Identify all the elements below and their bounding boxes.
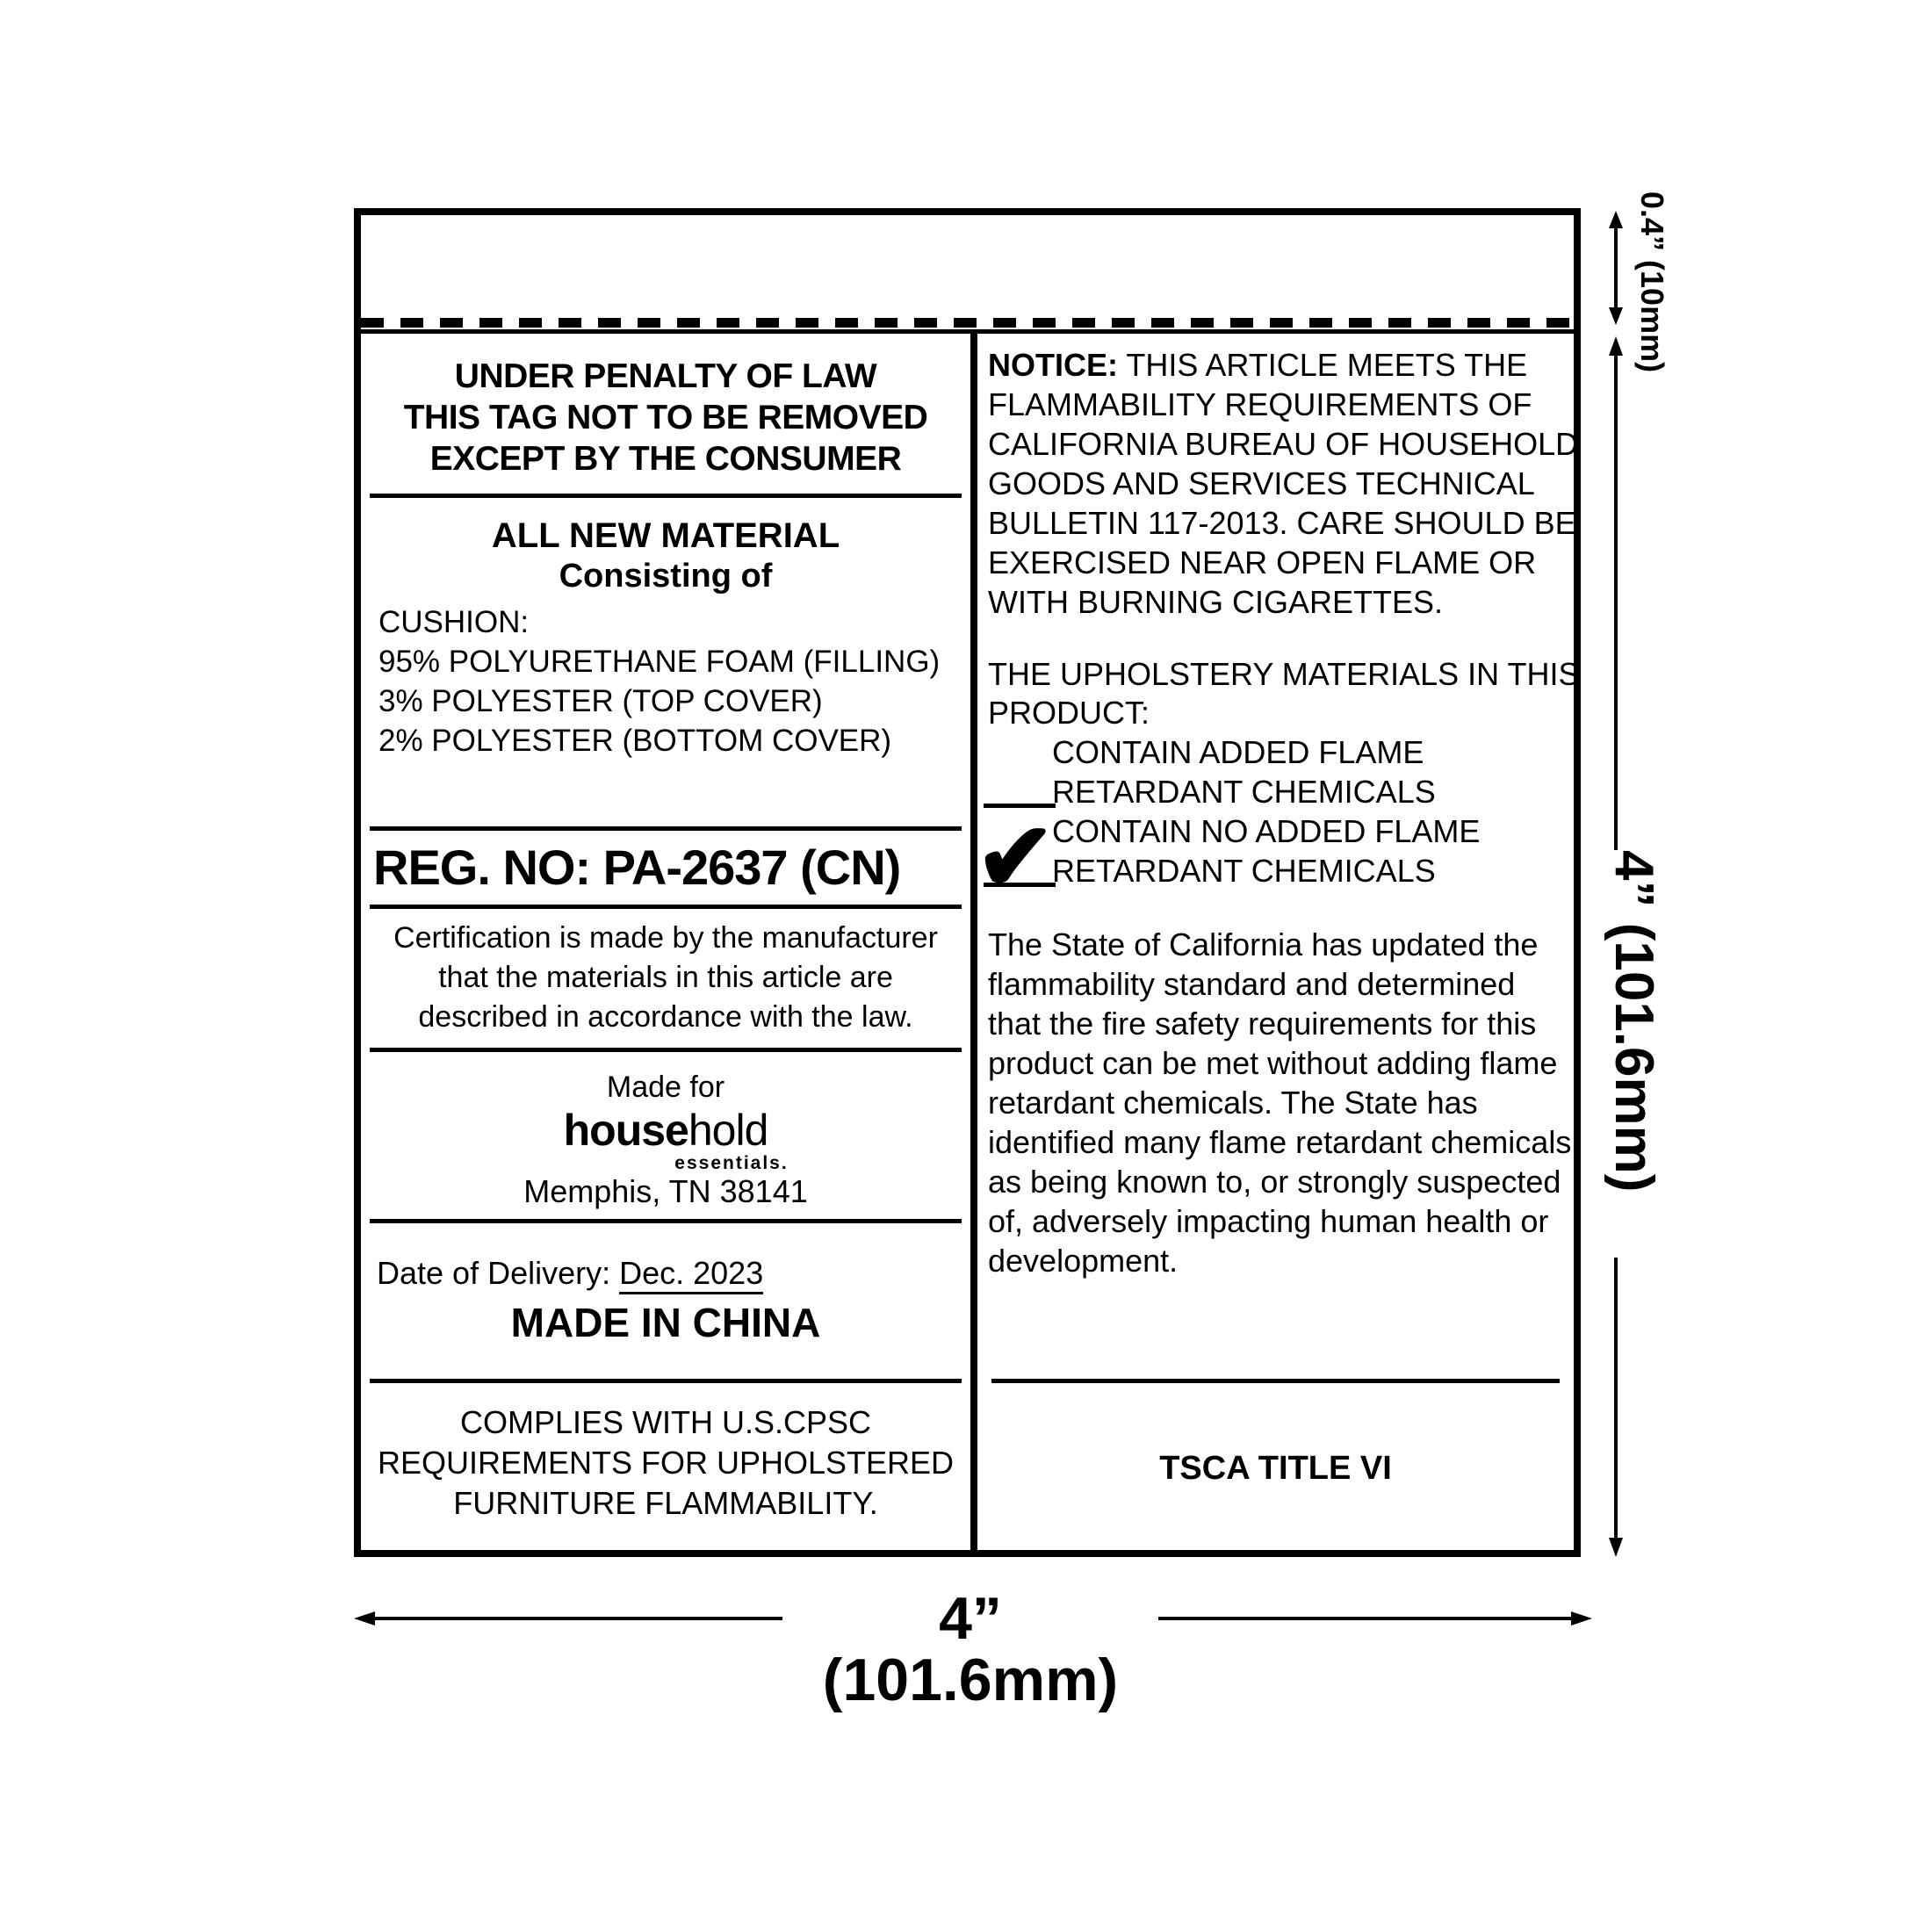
state-notice-line: retardant chemicals. The State has (988, 1085, 1478, 1121)
composition-line: 2% POLYESTER (BOTTOM COVER) (378, 724, 892, 758)
label-width-dimension-text: 4” (101.6mm) (822, 1585, 1119, 1713)
certification-line: that the materials in this article are (438, 961, 893, 994)
notice-line-rest: THIS ARTICLE MEETS THE (1118, 347, 1528, 383)
notice-line: GOODS AND SERVICES TECHNICAL (988, 465, 1535, 501)
tear-off-perforation-line (361, 318, 1574, 328)
compliance-line: REQUIREMENTS FOR UPHOLSTERED (377, 1445, 955, 1481)
state-notice-line: that the fire safety requirements for this (988, 1006, 1537, 1042)
penalty-line: THIS TAG NOT TO BE REMOVED (403, 399, 928, 436)
label-height-arrow-bottom (1600, 1258, 1632, 1557)
state-notice-line: identified many flame retardant chemicals (988, 1124, 1572, 1160)
compliance-line: COMPLIES WITH U.S.CPSC (459, 1404, 872, 1440)
material-subtitle: Consisting of (559, 558, 773, 595)
notice-line: CALIFORNIA BUREAU OF HOUSEHOLD (988, 426, 1579, 462)
checkmark-icon: ✔ (976, 804, 1056, 911)
made-for-label: Made for (606, 1071, 725, 1104)
upholstery-heading (988, 655, 1580, 732)
flame-retardant-option-unchecked (988, 732, 1561, 811)
brand-name-bold: house (563, 1106, 688, 1155)
notice-line: EXERCISED NEAR OPEN FLAME OR (988, 544, 1537, 580)
state-notice-line: development. (988, 1243, 1179, 1279)
component-label: CUSHION: (378, 605, 530, 639)
compliance-line: FURNITURE FLAMMABILITY. (453, 1485, 878, 1521)
state-notice-line: as being known to, or strongly suspected (988, 1164, 1561, 1200)
brand-name-regular: hold (688, 1106, 768, 1155)
right-column (976, 333, 1580, 1550)
option-line: CONTAIN NO ADDED FLAME (1052, 813, 1481, 849)
state-notice-line: The State of California has updated the (988, 926, 1539, 962)
section-divider (370, 494, 962, 498)
penalty-line: EXCEPT BY THE CONSUMER (429, 440, 902, 478)
brand-tagline: essentials. (674, 1153, 789, 1173)
certification-line: described in accordance with the law. (418, 1000, 913, 1034)
material-title: ALL NEW MATERIAL (491, 516, 840, 555)
delivery-date-value: Dec. 2023 (619, 1255, 763, 1294)
state-notice-line: product can be met without adding flame (988, 1045, 1558, 1081)
label-height-dimension-text: 4” (101.6mm) (1604, 850, 1664, 1193)
section-divider (370, 1379, 962, 1383)
cpsc-compliance-statement (371, 1402, 960, 1524)
material-composition-list (371, 602, 960, 761)
composition-line: 95% POLYURETHANE FOAM (FILLING) (378, 645, 941, 679)
strip-height-arrow (1600, 211, 1632, 325)
flame-retardant-option-checked (976, 804, 1561, 911)
notice-line: WITH BURNING CIGARETTES. (988, 584, 1444, 620)
label-width-arrow-right (1158, 1594, 1592, 1643)
manufacturer-address: Memphis, TN 38141 (523, 1173, 808, 1209)
section-divider (370, 1048, 962, 1052)
brand-logo (371, 1107, 960, 1153)
california-state-notice (988, 925, 1572, 1280)
column-divider-line (970, 333, 977, 1550)
country-of-origin: MADE IN CHINA (510, 1300, 821, 1345)
upholstery-heading-line: PRODUCT: (988, 695, 1150, 731)
delivery-date-row (371, 1253, 960, 1294)
notice-line: FLAMMABILITY REQUIREMENTS OF (988, 386, 1532, 422)
notice-line: BULLETIN 117-2013. CARE SHOULD BE (988, 505, 1576, 541)
flammability-notice (988, 345, 1579, 622)
tsca-title: TSCA TITLE VI (1159, 1450, 1392, 1487)
notice-line (988, 345, 1561, 385)
law-label-box (354, 208, 1581, 1557)
penalty-warning (371, 356, 960, 479)
certification-statement (371, 919, 960, 1037)
penalty-line: UNDER PENALTY OF LAW (454, 357, 877, 395)
label-width-arrow-left (354, 1594, 782, 1643)
state-notice-line: of, adversely impacting human health or (988, 1203, 1549, 1239)
label-height-arrow-top (1600, 336, 1632, 850)
composition-line: 3% POLYESTER (TOP COVER) (378, 684, 823, 718)
strip-height-dimension-text: 0.4” (10mm) (1634, 191, 1670, 373)
registration-number: REG. NO: PA-2637 (CN) (373, 840, 901, 895)
certification-line: Certification is made by the manufacturer (393, 921, 938, 955)
notice-label: NOTICE: (988, 347, 1118, 383)
left-column (361, 333, 970, 1550)
option-line: CONTAIN ADDED FLAME (1052, 734, 1424, 770)
delivery-date-label: Date of Delivery: (377, 1255, 611, 1291)
upholstery-heading-line: THE UPHOLSTERY MATERIALS IN THIS (988, 656, 1580, 692)
option-line: RETARDANT CHEMICALS (1052, 853, 1436, 889)
section-divider (370, 1219, 962, 1223)
state-notice-line: flammability standard and determined (988, 966, 1516, 1002)
option-line: RETARDANT CHEMICALS (1052, 774, 1436, 810)
section-divider (370, 826, 962, 831)
section-divider (370, 905, 962, 909)
section-divider (991, 1379, 1560, 1383)
